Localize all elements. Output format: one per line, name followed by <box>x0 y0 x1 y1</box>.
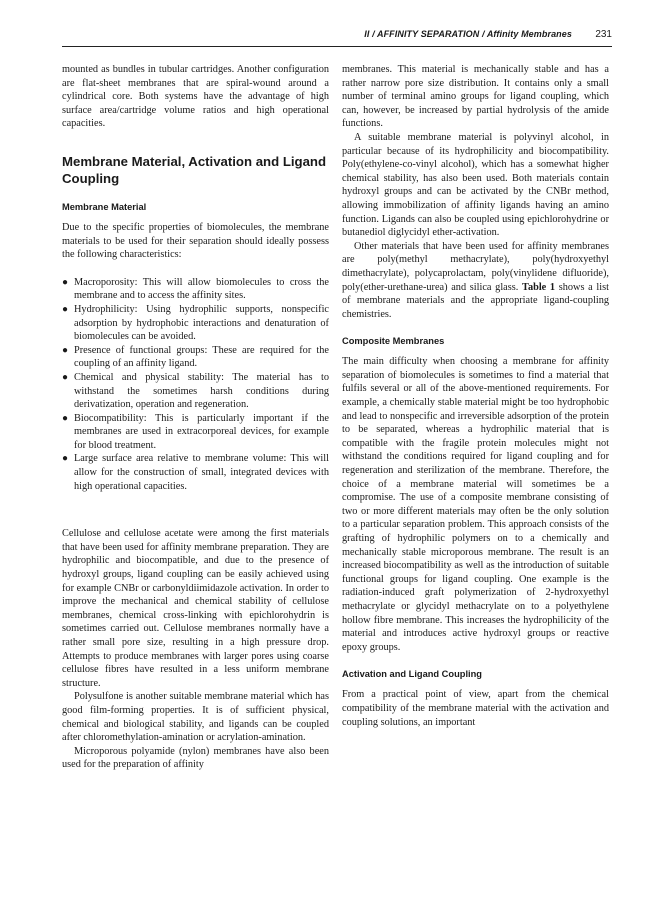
list-item <box>62 371 329 412</box>
table-reference[interactable]: Table 1 <box>522 281 556 293</box>
list-item-text: Chemical and physical stability: The material has to withstand the sometimes harsh conditions during derivatization, operation and regeneration. <box>74 371 329 411</box>
characteristics-list <box>62 276 329 494</box>
list-item <box>62 276 329 303</box>
left-column <box>62 63 329 772</box>
intro-paragraph: mounted as bundles in tubular cartridges. Another configuration are flat-sheet membranes that are spiral-wound around a cylindrical core. Both systems have the advantage of high surface area/cartridge volume ratios and high operational capacities. <box>62 64 329 130</box>
other-materials-text-start: Other materials that have been used for affinity membranes are poly(methyl methacrylate), poly(hydroxyethyl dimethacrylate), polycaprolactam, poly(vinylidene difluoride), poly(ether-urethane-urea) and silica glass. <box>342 240 609 293</box>
other-materials-paragraph <box>342 240 609 322</box>
polyamide-paragraph: Microporous polyamide (nylon) membranes have also been used for the preparation of affinity <box>62 745 329 771</box>
subheading-activation-coupling: Activation and Ligand Coupling <box>342 669 482 680</box>
subheading-composite-membranes: Composite Membranes <box>342 336 445 347</box>
column-gap <box>62 493 329 527</box>
subheading-membrane-material: Membrane Material <box>62 201 147 212</box>
section-heading: Membrane Material, Activation and Ligand Coupling <box>62 153 327 186</box>
polysulfone-paragraph: Polysulfone is another suitable membrane material which has good film-forming properties. It is of sufficient physical, chemical and biological stability, and ligands can be coupled after chloromethylation-amination or acrylation-amination. <box>62 691 329 744</box>
list-item <box>62 412 329 453</box>
properties-paragraph: Due to the specific properties of biomolecules, the membrane materials to be used for their separation should ideally possess the following characteristics: <box>62 221 329 261</box>
list-item-text: Biocompatibility: This is particularly important if the membranes are used in extracorporeal devices, for example for blood treatment. <box>74 412 329 451</box>
bullet-icon: ● <box>62 344 69 356</box>
running-title: II / AFFINITY SEPARATION / Affinity Membranes <box>364 29 572 39</box>
list-item-text: Hydrophilicity: Using hydrophilic supports, nonspecific adsorption by hydrophobic interactions and denaturation of biomolecules can be avoided. <box>74 303 329 343</box>
bullet-icon: ● <box>62 303 69 315</box>
activation-paragraph: From a practical point of view, apart from the chemical compatibility of the membrane material with the activation and coupling solutions, an important <box>342 689 609 728</box>
continuation-paragraph: membranes. This material is mechanically stable and has a rather narrow pore size distribution. It contains only a small number of terminal amino groups for ligand coupling, which can, however, be increased by partial hydrolysis of the amide functions. <box>342 64 609 130</box>
bullet-icon: ● <box>62 412 69 424</box>
bullet-icon: ● <box>62 371 69 383</box>
composite-paragraph: The main difficulty when choosing a membrane for affinity separation of biomolecules is sometimes to find a material that fulfils several or all of the above-mentioned requirements. For example, a chemically stable material might be too hydrophobic and lead to nonspecific and irreversible adsorption of the protein to be separated, whereas a hydrophilic material that is compatible with the fragile protein molecules might not withstand the conditions required for ligand coupling and for regeneration and sterilization of the membrane. Therefore, the choice of a membrane material will sometimes be a compromise. The use of a composite membrane consisting of two or more different materials may often be the only solution to a particular separation problem. This approach consists of the grafting of hydrophilic polymers on to a chemically and mechanically stable microporous membrane. The result is an increased biocompatibility as well as the introduction of suitable functional groups for ligand coupling. One example is the radiation-induced graft polymerization of 2-hydroxyethyl methacrylate or glycidyl methacrylate on to a polyethylene hollow fibre membrane. This increases the hydrophilicity of the material and introduces active hydroxyl groups or reactive epoxy groups. <box>342 356 609 653</box>
list-item-text: Large surface area relative to membrane volume: This will allow for the construction of small, integrated devices with high operational capacities. <box>74 453 329 492</box>
list-item <box>62 452 329 493</box>
bullet-icon: ● <box>62 276 69 288</box>
cellulose-paragraph: Cellulose and cellulose acetate were among the first materials that have been used for affinity membrane preparation. They are hydrophilic and biocompatible, and due to the presence of hydroxyl groups, ligand coupling can be easily achieved using for example CNBr or carbonyldiimidazole activation. In order to improve the mechanical and chemical stability of cellulose membranes, chemical cross-linking with epichlorohydrin is sometimes carried out. Cellulose membranes normally have a rather small pore size, resulting in a high pressure drop. Attempts to produce membranes with larger pores using coarse cellulose fibres have resulted in a less uniform membrane structure. <box>62 528 329 689</box>
right-column <box>342 63 609 729</box>
pva-paragraph: A suitable membrane material is polyvinyl alcohol, in particular because of its hydrophilicity and biocompatibility. Poly(ethylene-co-vinyl alcohol), which has a somewhat higher chemical stability, has also been used. Both materials contain hydroxyl groups and can be activated by the CNBr method, allowing immobilization of affinity ligands having an amino function. Ligands can also be coupled using epichlorohydrine or butanediol diglycidyl ether-activation. <box>342 131 609 239</box>
bullet-icon: ● <box>62 453 69 465</box>
list-item <box>62 303 329 344</box>
list-item-text: Presence of functional groups: These are required for the coupling of an affinity ligand. <box>74 344 329 370</box>
other-materials-text-end: shows a list of membrane materials and the appropriate ligand-coupling chemistries. <box>342 281 610 320</box>
list-item-text: Macroporosity: This will allow biomolecules to cross the membrane and to access the affinity sites. <box>74 276 329 302</box>
list-item <box>62 344 329 371</box>
page-number: 231 <box>595 29 612 40</box>
running-header <box>62 26 612 47</box>
